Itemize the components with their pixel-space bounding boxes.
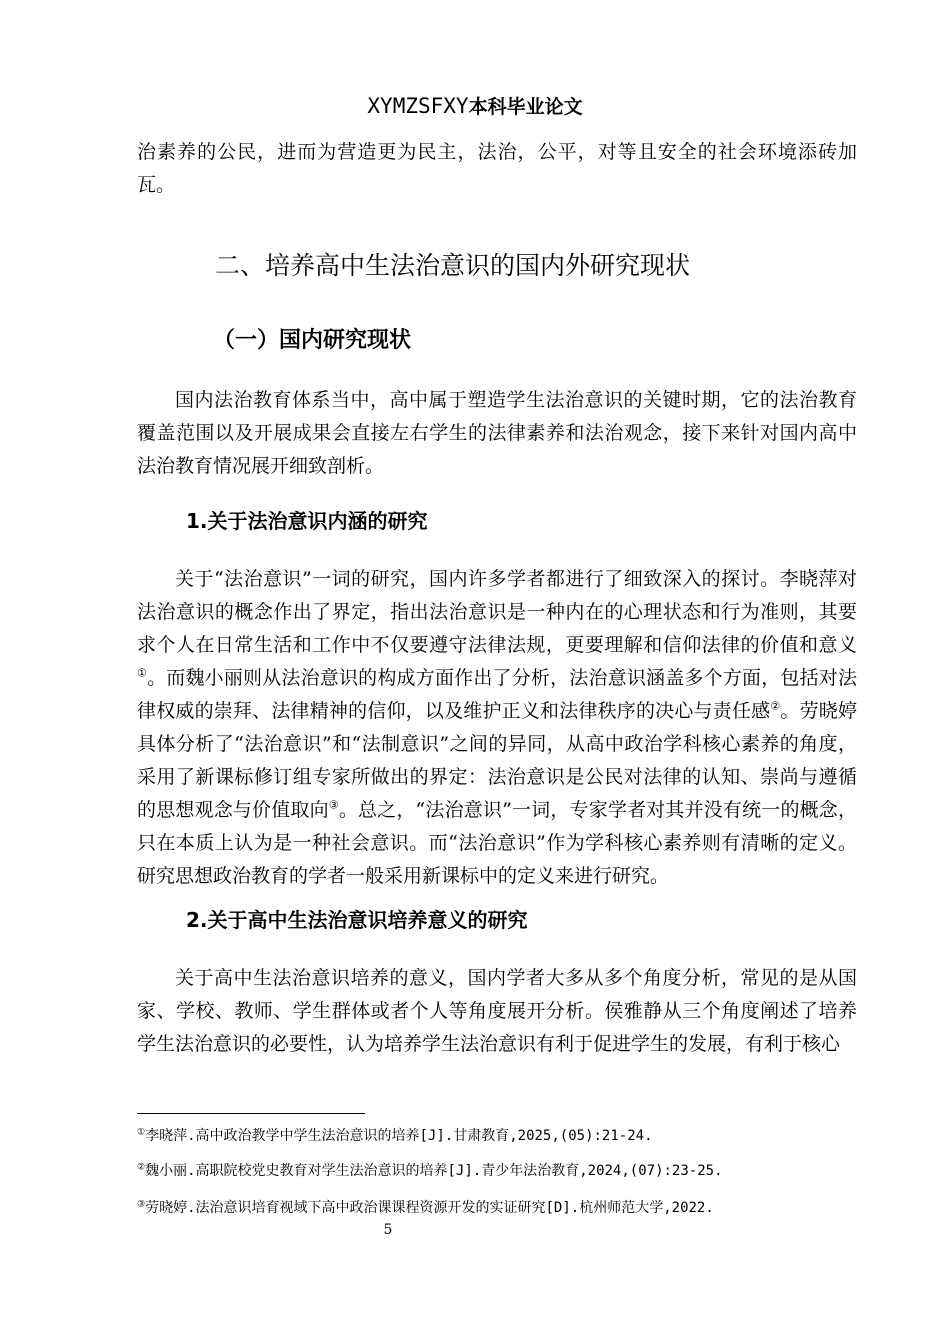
paragraph-1-part-a: 关于“法治意识”一词的研究，国内许多学者都进行了细致深入的探讨。李晓萍对法治意识的概念作出了界定，指出法治意识是一种内在的心理状态和行为准则，其要求个人在日常生活和工作中不仅要遵守法律法规，更要理解和信仰法律的价值和意义 — [137, 568, 857, 656]
page-header — [0, 92, 950, 119]
footnote-mark-1: ① — [137, 1127, 146, 1138]
paragraph-1-part-c: 。劳晓婷具体分析了“法治意识”和“法制意识”之间的异同，从高中政治学科核心素养的角度，采用了新课标修订组专家所做出的界定：法治意识是公民对法律的认知、崇尚与遵循的思想观念与价值取向 — [137, 700, 857, 821]
section-title: 二、培养高中生法治意识的国内外研究现状 — [215, 251, 691, 280]
footnote-1 — [137, 1126, 653, 1146]
paragraph-intro: 国内法治教育体系当中，高中属于塑造学生法治意识的关键时期，它的法治教育覆盖范围以及开展成果会直接左右学生的法律素养和法治观念，接下来针对国内高中法治教育情况展开细致剖析。 — [137, 389, 857, 477]
footnote-ref-3: ③ — [328, 798, 339, 812]
header-title: 本科毕业论文 — [468, 96, 583, 118]
subsection-title: （一）国内研究现状 — [213, 328, 412, 353]
page-number: 5 — [383, 1222, 393, 1238]
paragraph-continued: 治素养的公民，进而为营造更为民主，法治，公平，对等且安全的社会环境添砖加瓦。 — [137, 141, 857, 196]
footnote-2-text: 魏小丽.高职院校党史教育对学生法治意识的培养[J].青少年法治教育,2024,(07):23-25. — [145, 1163, 723, 1179]
paragraph-1 — [137, 563, 857, 893]
paragraph-1-part-b: 。而魏小丽则从法治意识的构成方面作出了分析，法治意识涵盖多个方面，包括对法律权威的崇拜、法律精神的信仰，以及维护正义和法律秩序的决心与责任感 — [137, 667, 857, 722]
paragraph-1-part-d: 。总之，“法治意识”一词，专家学者对其并没有统一的概念，只在本质上认为是一种社会意识。而“法治意识”作为学科核心素养则有清晰的定义。研究思想政治教育的学者一般采用新课标中的定义来进行研究。 — [137, 799, 857, 887]
heading-1: 1.关于法治意识内涵的研究 — [186, 509, 428, 533]
footnote-ref-2: ② — [770, 699, 781, 713]
paragraph-2: 关于高中生法治意识培养的意义，国内学者大多从多个角度分析，常见的是从国家、学校、教师、学生群体或者个人等角度展开分析。侯雅静从三个角度阐述了培养学生法治意识的必要性，认为培养学生法治意识有利于促进学生的发展，有利于核心 — [137, 967, 857, 1055]
footnote-divider — [137, 1113, 365, 1114]
header-latin: XYMZSFXY — [367, 94, 469, 118]
footnote-3-text: 劳晓婷.法治意识培育视域下高中政治课课程资源开发的实证研究[D].杭州师范大学,2022. — [145, 1200, 714, 1216]
footnote-3 — [137, 1198, 714, 1218]
footnote-ref-1: ① — [137, 666, 148, 680]
footnote-mark-3: ③ — [137, 1199, 146, 1210]
footnote-2 — [137, 1161, 723, 1181]
heading-2: 2.关于高中生法治意识培养意义的研究 — [186, 908, 528, 932]
footnote-1-text: 李晓萍.高中政治教学中学生法治意识的培养[J].甘肃教育,2025,(05):21-24. — [145, 1128, 653, 1144]
footnote-mark-2: ② — [137, 1162, 146, 1173]
